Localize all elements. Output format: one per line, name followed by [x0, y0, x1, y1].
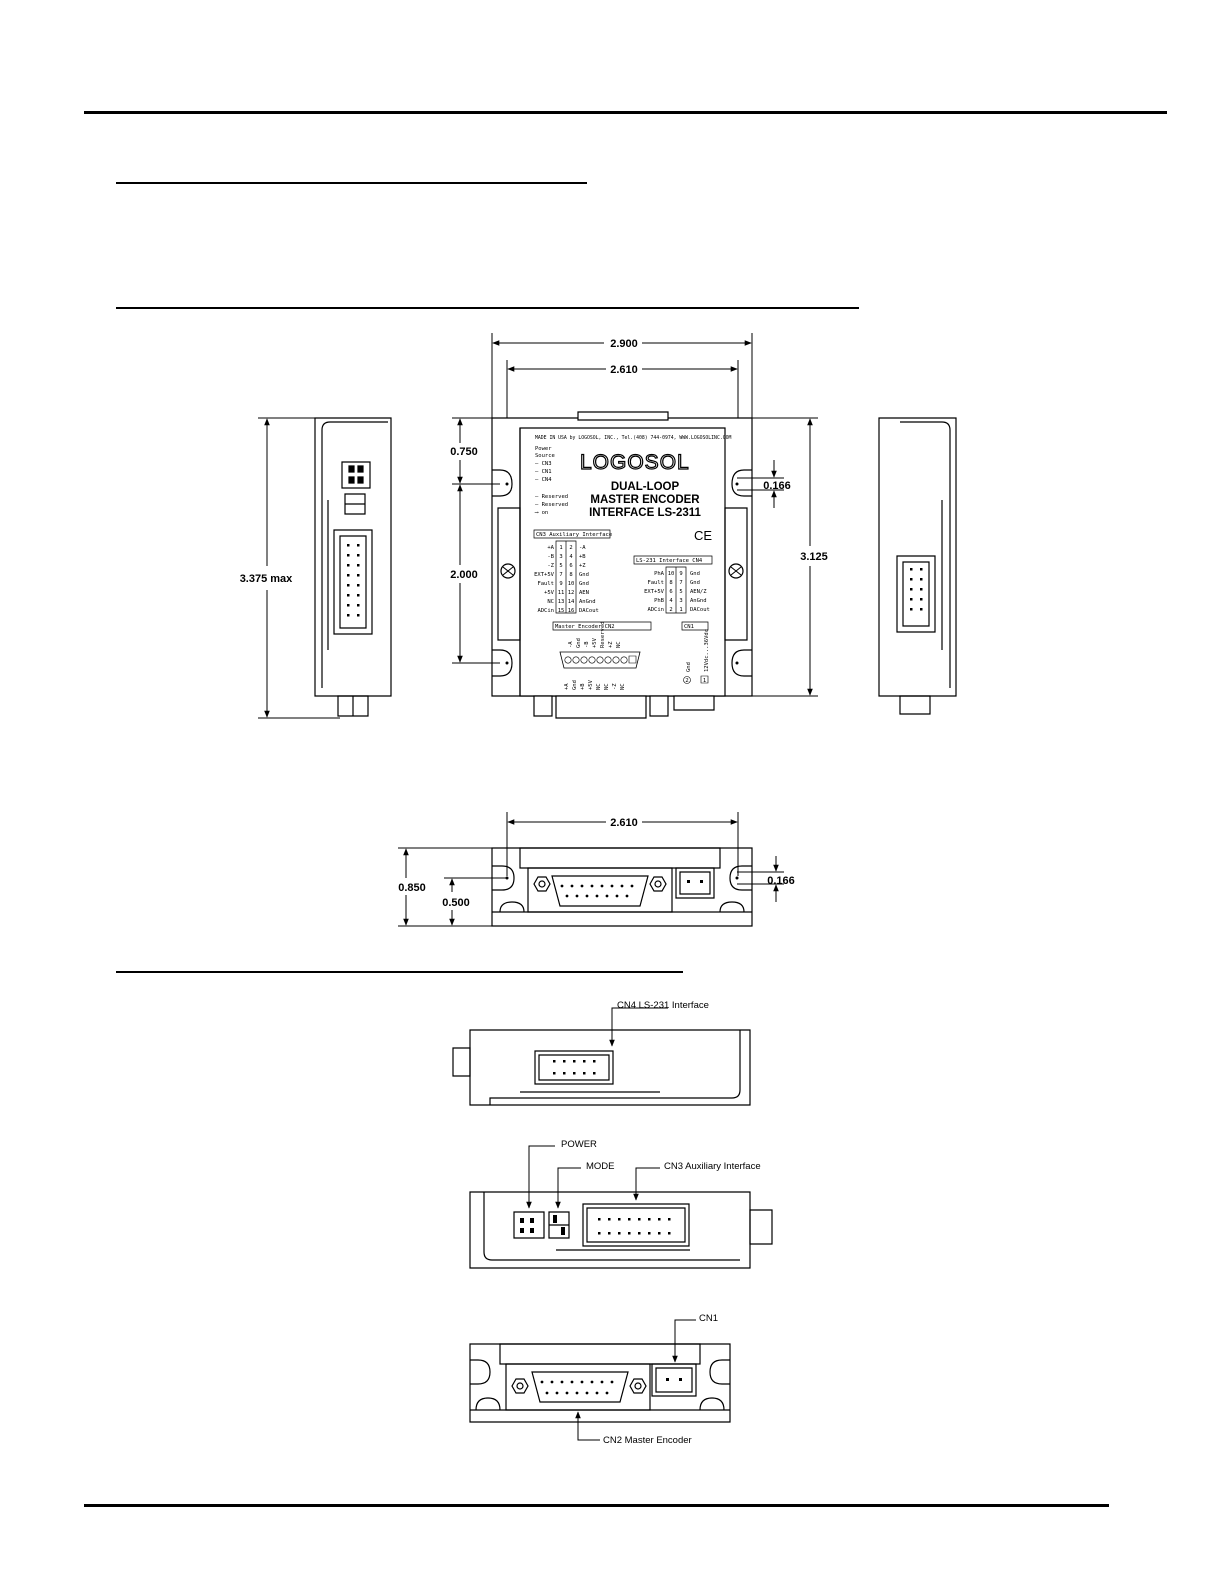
cn4-pin-right: 1	[679, 607, 683, 613]
cn4-signal-left: PhA	[654, 571, 664, 577]
cn3-signal-left: NC	[547, 599, 554, 605]
product-line-2: MASTER ENCODER	[590, 494, 700, 506]
cn3-pin-right: 8	[569, 572, 573, 578]
cn3-signal-right: DACout	[579, 608, 599, 614]
cn3-signal-right: -A	[579, 545, 586, 551]
cn3-pin-left: 9	[559, 581, 563, 587]
cn3-pin-left: 3	[559, 554, 563, 560]
cn2-top-label: +5V	[592, 638, 598, 648]
cn2-bottom-label: Gnd	[572, 680, 578, 690]
cn3-signal-left: +5V	[544, 590, 554, 596]
cn1-header: CN1	[684, 624, 694, 630]
left-side-view	[315, 418, 391, 716]
cn2-bottom-label: NC	[620, 683, 626, 690]
cn3-header: CN3 Auxiliary Interface	[536, 532, 613, 538]
dim-end-hole-spacing: 2.610	[610, 817, 638, 829]
cn3-pin-right: 4	[569, 554, 573, 560]
cn2-top-label: Reserved	[600, 621, 606, 648]
cn3-pin-left: 5	[559, 563, 563, 569]
cn2-bottom-label: NC	[604, 683, 610, 690]
cn2-top-label: -A	[568, 641, 574, 648]
switch-legend-line: – Reserved	[535, 494, 569, 500]
cn3-signal-right: Gnd	[579, 572, 589, 578]
cn3-signal-right: +B	[579, 554, 586, 560]
dim-top-to-hole: 0.750	[450, 446, 478, 458]
cn3-pin-right: 2	[569, 545, 573, 551]
cn4-signal-left: Fault	[647, 580, 664, 586]
dim-side-height: 3.375 max	[239, 573, 293, 585]
cn4-pin-right: 9	[679, 571, 683, 577]
cn4-header: LS-231 Interface CN4	[636, 558, 703, 564]
cn4-pin-left: 4	[669, 598, 673, 604]
cn3-side-view	[470, 1192, 772, 1268]
cn3-signal-left: +A	[547, 545, 554, 551]
cn4-pin-left: 6	[669, 589, 673, 595]
cn4-side-view	[453, 1030, 750, 1105]
cn4-pin-right: 5	[679, 589, 683, 595]
ce-mark: CE	[694, 528, 713, 543]
power-source-line: – CN1	[535, 469, 552, 475]
dim-overall-height: 3.125	[800, 551, 828, 563]
dim-hole-spacing-height: 2.000	[450, 569, 478, 581]
cn4-pin-right: 3	[679, 598, 683, 604]
cn2-header: Master Encoder CN2	[555, 624, 615, 630]
cn2-top-label: +Z	[608, 641, 614, 648]
cn3-signal-left: EXT+5V	[534, 572, 554, 578]
cn4-signal-right: DACout	[690, 607, 710, 613]
cn2-callout: CN2 Master Encoder	[603, 1435, 692, 1446]
dim-hole-diameter: 0.166	[763, 480, 791, 492]
cn1-pin-2: 2	[685, 678, 689, 684]
cn3-signal-left: -B	[547, 554, 554, 560]
dim-overall-width: 2.900	[610, 338, 638, 350]
cn1-voltage-label: 12Vdc...36Vdc	[704, 628, 710, 672]
cn4-signal-left: EXT+5V	[644, 589, 664, 595]
cn4-signal-right: AEN/Z	[690, 589, 707, 595]
switch-legend-line: ⟶ on	[535, 510, 549, 516]
mode-callout: MODE	[586, 1161, 615, 1172]
cn4-signal-left: PhB	[654, 598, 664, 604]
made-in-text: MADE IN USA by LOGOSOL, INC., Tel.(408) 744-0974, WWW.LOGOSOLINC.COM	[535, 436, 732, 441]
cn4-signal-right: Gnd	[690, 580, 700, 586]
cn3-signal-left: ADCin	[537, 608, 554, 614]
power-callout: POWER	[561, 1139, 597, 1150]
dim-connector-height: 0.500	[442, 897, 470, 909]
cn3-signal-right: Gnd	[579, 581, 589, 587]
cn3-pin-left: 1	[559, 545, 563, 551]
cn2-bottom-label: +A	[564, 683, 570, 690]
power-source-line: Source	[535, 453, 555, 459]
dim-end-hole-diameter: 0.166	[767, 875, 795, 887]
cn3-signal-right: AEN	[579, 590, 589, 596]
cn4-signal-right: AnGnd	[690, 598, 707, 604]
cn1-pin-1: 1	[702, 678, 707, 684]
cn1-gnd-label: Gnd	[686, 662, 692, 672]
right-side-view	[879, 418, 956, 714]
cn2-top-label: -B	[584, 641, 590, 648]
switch-legend-line: – Reserved	[535, 502, 569, 508]
cn2-top-label: Gnd	[576, 638, 582, 648]
cn3-pin-left: 7	[559, 572, 563, 578]
cn1-cn2-end-view	[470, 1344, 730, 1422]
cn1-callout: CN1	[699, 1313, 719, 1324]
cn3-signal-right: AnGnd	[579, 599, 596, 605]
cn4-pin-left: 10	[667, 571, 675, 577]
cn4-signal-right: Gnd	[690, 571, 700, 577]
cn4-pin-right: 7	[679, 580, 683, 586]
power-source-line: – CN4	[535, 477, 552, 483]
cn2-top-label: NC	[616, 641, 622, 648]
dim-hole-spacing-width: 2.610	[610, 364, 638, 376]
cn4-pin-left: 8	[669, 580, 673, 586]
cn3-pin-right: 12	[567, 590, 575, 596]
brand-logo-text: LOGOSOL	[580, 451, 690, 474]
power-source-line: – CN3	[535, 461, 552, 467]
dim-end-height: 0.850	[398, 882, 426, 894]
cn2-bottom-label: +B	[580, 683, 586, 690]
cn3-pin-right: 10	[567, 581, 575, 587]
cn2-bottom-label: NC	[596, 683, 602, 690]
cn3-signal-right: +Z	[579, 563, 586, 569]
cn3-callout: CN3 Auxiliary Interface	[664, 1161, 761, 1172]
cn4-signal-left: ADCin	[647, 607, 664, 613]
product-line-3: INTERFACE LS-2311	[589, 507, 701, 519]
cn2-bottom-label: -Z	[612, 683, 618, 690]
cn4-callout: CN4 LS-231 Interface	[617, 1000, 709, 1011]
cn3-signal-left: Fault	[537, 581, 554, 587]
cn3-pin-left: 15	[557, 608, 565, 614]
cn3-pin-right: 16	[567, 608, 575, 614]
cn3-signal-left: -Z	[547, 563, 554, 569]
cn2-bottom-label: +5V	[588, 680, 594, 690]
power-source-line: Power	[535, 446, 552, 452]
cn3-pin-right: 14	[567, 599, 575, 605]
product-line-1: DUAL-LOOP	[610, 481, 680, 493]
cn3-pin-left: 11	[557, 590, 565, 596]
cn3-pin-left: 13	[557, 599, 565, 605]
cn3-pin-right: 6	[569, 563, 573, 569]
cn4-pin-left: 2	[669, 607, 673, 613]
